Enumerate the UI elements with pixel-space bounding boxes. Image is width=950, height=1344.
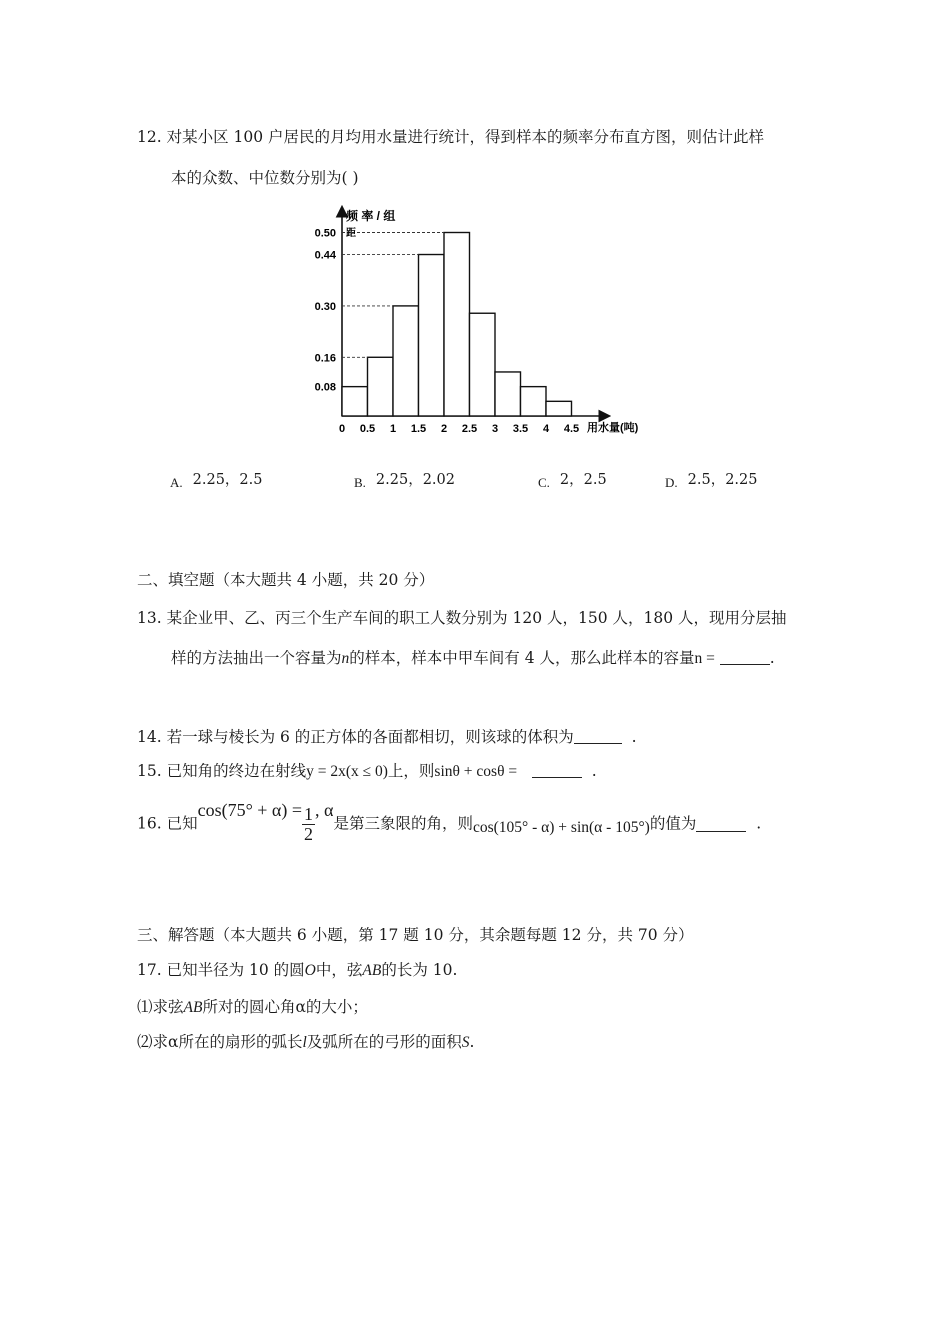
x-tick-label: 3 bbox=[491, 423, 499, 435]
q17-part1 bbox=[137, 1000, 368, 1016]
q17-circle-o: O bbox=[304, 962, 316, 979]
q13-text-a: 样的方法抽出一个容量为 bbox=[171, 649, 342, 667]
y-tick-label: 0.50 bbox=[314, 227, 336, 240]
q17-text-b: 中，弦 bbox=[315, 961, 363, 979]
q12-option-d[interactable] bbox=[665, 468, 758, 491]
option-text: 2.25，2.02 bbox=[375, 472, 455, 488]
q16-math3: cos(105° - α) + sin(α - 105°) bbox=[472, 819, 650, 836]
q14-line bbox=[137, 729, 637, 746]
frequency-histogram bbox=[300, 198, 660, 443]
q16-answer-blank[interactable] bbox=[696, 817, 746, 832]
q12-line1: 12. 对某小区 100 户居民的月均用水量进行统计，得到样本的频率分布直方图，则估计此样 bbox=[137, 128, 765, 146]
q15-text-b: 上，则 bbox=[387, 762, 435, 780]
q17-p2-end: . bbox=[469, 1033, 475, 1051]
q17-text-c: 的长为 10. bbox=[381, 961, 458, 979]
histogram-bar bbox=[470, 313, 496, 416]
histogram-bar bbox=[368, 357, 394, 416]
q15-line bbox=[137, 763, 597, 780]
q16-fraction bbox=[302, 805, 315, 844]
histogram-bar bbox=[546, 401, 572, 416]
q16-line bbox=[137, 800, 761, 843]
q13-var-n: n bbox=[341, 650, 350, 667]
q12-option-c[interactable] bbox=[538, 468, 607, 491]
q13-end: . bbox=[769, 649, 775, 667]
x-tick-label: 4.5 bbox=[563, 423, 580, 435]
option-letter: D. bbox=[665, 475, 678, 490]
y-tick-label: 0.30 bbox=[314, 300, 336, 313]
option-letter: A. bbox=[170, 475, 183, 490]
q14-text: 14. 若一球与棱长为 6 的正方体的各面都相切，则该球的体积为 bbox=[137, 728, 574, 746]
histogram-bar bbox=[444, 233, 470, 417]
q17-line1 bbox=[137, 963, 457, 979]
x-tick-label: 4 bbox=[542, 423, 550, 435]
histogram-bar bbox=[342, 387, 368, 416]
option-letter: B. bbox=[354, 475, 366, 490]
q15-answer-blank[interactable] bbox=[532, 763, 582, 778]
q12-option-a[interactable] bbox=[170, 468, 263, 491]
x-tick-label: 1 bbox=[389, 423, 397, 435]
q16-math1: cos(75° + α) = bbox=[197, 800, 302, 820]
option-text: 2.25，2.5 bbox=[192, 472, 263, 488]
fraction-denominator: 2 bbox=[304, 823, 313, 844]
q16-end: . bbox=[756, 814, 762, 833]
option-letter: C. bbox=[538, 475, 550, 490]
q17-p2-b: 及弧所在的弓形的面积 bbox=[306, 1033, 462, 1051]
q17-text-a: 17. 已知半径为 10 的圆 bbox=[137, 961, 305, 979]
q17-part2 bbox=[137, 1035, 474, 1051]
q13-answer-blank[interactable] bbox=[720, 650, 770, 665]
q12-line2: 本的众数、中位数分别为( ) bbox=[171, 169, 359, 187]
q13-text-b: 的样本，样本中甲车间有 4 人，那么此样本的容量 bbox=[349, 649, 695, 667]
q12-option-b[interactable] bbox=[354, 468, 455, 491]
fraction-numerator: 1 bbox=[304, 803, 313, 824]
q17-p2-a: ⑵求α所在的扇形的弧长 bbox=[137, 1033, 303, 1051]
y-axis-label: 频 率 / 组 bbox=[346, 209, 396, 223]
q15-end: . bbox=[591, 762, 597, 780]
q15-math1: y = 2x(x ≤ 0) bbox=[306, 763, 388, 780]
q14-end: . bbox=[631, 728, 637, 746]
section3-title: 三、解答题（本大题共 6 小题，第 17 题 10 分，其余题每题 12 分，共 70 分） bbox=[137, 926, 694, 944]
x-tick-label: 3.5 bbox=[512, 423, 529, 435]
q17-p1-a: ⑴求弦 bbox=[137, 998, 184, 1016]
histogram-bar bbox=[419, 255, 445, 416]
y-tick-label: 0.16 bbox=[314, 352, 336, 365]
q17-p1-ab: AB bbox=[183, 999, 203, 1016]
histogram-bar bbox=[495, 372, 521, 416]
q15-math2: sinθ + cosθ = bbox=[434, 763, 518, 780]
q16-math2: , α bbox=[315, 800, 334, 820]
q17-p2-l: l bbox=[302, 1034, 307, 1051]
q13-math: n = bbox=[694, 650, 715, 667]
x-axis-label: 用水量(吨) bbox=[587, 422, 639, 434]
q16-text-a: 16. 已知 bbox=[137, 814, 198, 833]
section2-title: 二、填空题（本大题共 4 小题，共 20 分） bbox=[137, 571, 435, 589]
y-tick-label: 0.08 bbox=[314, 381, 336, 394]
y-axis-label-2: 距 bbox=[346, 228, 356, 239]
q16-text-c: 的值为 bbox=[649, 814, 697, 833]
x-tick-label: 2.5 bbox=[461, 423, 478, 435]
q17-chord-ab: AB bbox=[362, 962, 382, 979]
q13-line1: 13. 某企业甲、乙、丙三个生产车间的职工人数分别为 120 人，150 人，180 人，现用分层抽 bbox=[137, 609, 787, 627]
x-tick-label: 1.5 bbox=[410, 423, 427, 435]
histogram-bar bbox=[521, 387, 547, 416]
option-text: 2.5，2.25 bbox=[687, 472, 758, 488]
x-tick-label: 2 bbox=[440, 423, 448, 435]
q14-answer-blank[interactable] bbox=[574, 729, 622, 744]
x-tick-label: 0 bbox=[338, 423, 346, 435]
q15-text-a: 15. 已知角的终边在射线 bbox=[137, 762, 307, 780]
q17-p1-b: 所对的圆心角α的大小； bbox=[202, 998, 368, 1016]
q16-text-b: 是第三象限的角，则 bbox=[333, 814, 473, 833]
q17-p2-s: S bbox=[461, 1034, 470, 1051]
q13-line2 bbox=[171, 650, 775, 667]
y-tick-label: 0.44 bbox=[314, 249, 336, 262]
x-tick-label: 0.5 bbox=[359, 423, 376, 435]
histogram-bar bbox=[393, 306, 419, 416]
option-text: 2，2.5 bbox=[559, 472, 607, 488]
